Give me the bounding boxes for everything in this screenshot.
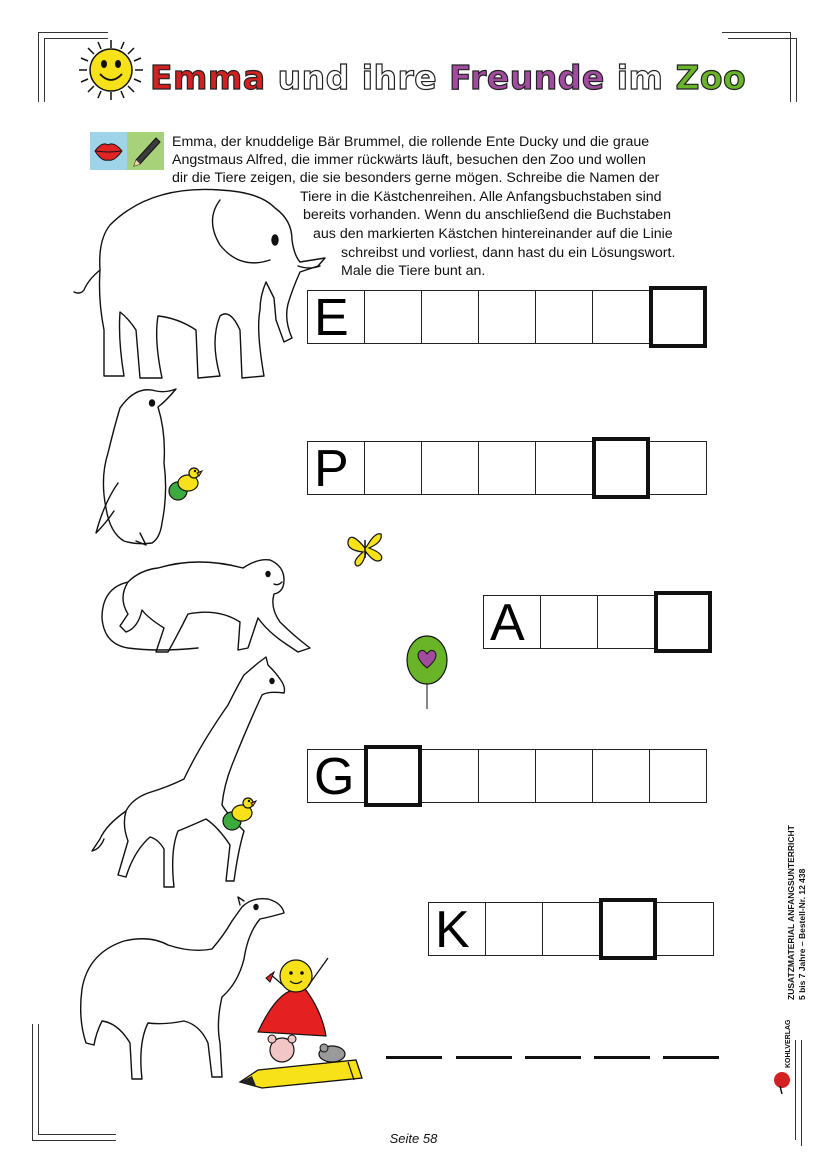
crop-mark [32, 1024, 33, 1140]
title-word-freunde: Freunde [449, 58, 605, 97]
duck-icon [220, 795, 256, 835]
marked-letter-box[interactable] [592, 437, 650, 499]
answer-slot[interactable] [594, 1056, 650, 1059]
answer-slot[interactable] [525, 1056, 581, 1059]
butterfly-icon [345, 528, 387, 568]
letter-box[interactable] [542, 902, 600, 956]
letter-row-giraffe [307, 749, 707, 807]
letter-box[interactable] [649, 749, 707, 803]
letter-box[interactable] [421, 290, 479, 344]
crop-mark [44, 38, 45, 102]
title-word-emma: Emma [150, 58, 266, 97]
letter-box[interactable] [535, 441, 593, 495]
speak-write-icon [90, 132, 164, 170]
crop-mark [38, 32, 39, 102]
elephant-drawing [70, 180, 330, 380]
marked-letter-box[interactable] [654, 591, 712, 653]
giraffe-drawing [88, 655, 293, 895]
letter-box[interactable] [649, 441, 707, 495]
sun-icon [76, 38, 146, 102]
instructions-line: Male die Tiere bunt an. [341, 263, 486, 279]
instructions-line: Tiere in die Kästchenreihen. Alle Anfangsbuchstaben sind [300, 189, 662, 205]
first-letter-box: K [428, 902, 486, 956]
marked-letter-box[interactable] [599, 898, 657, 960]
first-letter-box: P [307, 441, 365, 495]
letter-box[interactable] [478, 441, 536, 495]
instructions-line: Emma, der knuddelige Bär Brummel, die rollende Ente Ducky und die graue [172, 134, 650, 150]
letter-box[interactable] [540, 595, 598, 649]
answer-slot[interactable] [386, 1056, 442, 1059]
publisher-name: KOHLVERLAG [785, 1019, 792, 1068]
title-word-und-ihre: und ihre [277, 58, 438, 97]
letter-box[interactable] [421, 749, 479, 803]
crop-mark [790, 32, 791, 102]
letter-box[interactable] [535, 290, 593, 344]
letter-box[interactable] [485, 902, 543, 956]
marked-letter-box[interactable] [364, 745, 422, 807]
letter-row-elephant [307, 290, 707, 348]
letter-box[interactable] [592, 290, 650, 344]
letter-row-penguin [307, 441, 707, 499]
answer-slot[interactable] [663, 1056, 719, 1059]
page-number: Seite 58 [389, 1131, 438, 1146]
instructions-line: schreibst und vorliest, dann hast du ein Lösungswort. [341, 245, 676, 261]
side-publisher-text [786, 825, 808, 1000]
crop-mark [38, 1024, 39, 1134]
letter-box[interactable] [364, 441, 422, 495]
monkey-drawing [98, 548, 313, 658]
emma-pencil-illustration [236, 952, 371, 1092]
title-word-im: im [616, 58, 664, 97]
title-word-zoo: Zoo [675, 58, 747, 97]
letter-box[interactable] [421, 441, 479, 495]
page-title [150, 58, 746, 97]
instructions-line: bereits vorhanden. Wenn du anschließend die Buchstaben [303, 207, 672, 223]
letter-box[interactable] [478, 749, 536, 803]
instructions-line: Angstmaus Alfred, die immer rückwärts läuft, besuchen den Zoo und wollen [172, 152, 646, 168]
side-line-2: 5 bis 7 Jahre – Bestell-Nr. 12 438 [797, 868, 807, 1000]
first-letter-box: E [307, 290, 365, 344]
first-letter-box: G [307, 749, 365, 803]
answer-slot[interactable] [456, 1056, 512, 1059]
letter-box[interactable] [656, 902, 714, 956]
crop-mark [38, 32, 108, 33]
marked-letter-box[interactable] [649, 286, 707, 348]
instructions-line: aus den markierten Kästchen hintereinander auf die Linie [313, 226, 673, 242]
publisher-logo [770, 1006, 796, 1096]
first-letter-box: A [483, 595, 541, 649]
heart-balloon-icon [405, 634, 451, 710]
letter-box[interactable] [478, 290, 536, 344]
letter-box[interactable] [597, 595, 655, 649]
letter-box[interactable] [364, 290, 422, 344]
letter-box[interactable] [592, 749, 650, 803]
letter-box[interactable] [535, 749, 593, 803]
crop-mark [728, 38, 797, 39]
crop-mark [722, 32, 791, 33]
letter-row-monkey [483, 595, 712, 653]
crop-mark [796, 38, 797, 102]
side-line-1: ZUSATZMATERIAL ANFANGSUNTERRICHT [786, 825, 796, 1000]
instructions-line: dir die Tiere zeigen, die sie besonders gerne mögen. Schreibe die Namen der [172, 170, 660, 186]
letter-row-camel [428, 902, 714, 960]
duck-icon [166, 465, 202, 505]
